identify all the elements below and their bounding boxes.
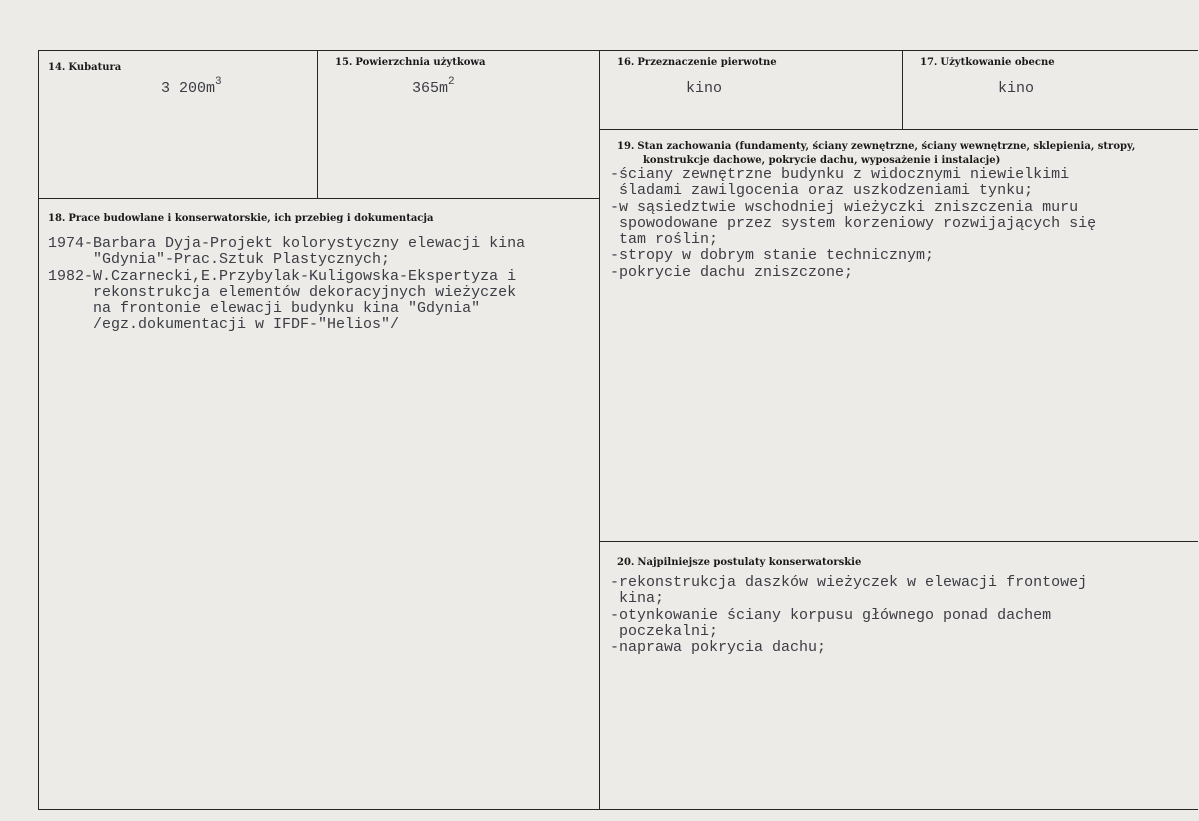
line: rekonstrukcja elementów dekoracyjnych wieżyczek (48, 283, 517, 301)
divider-row-19 (599, 129, 1198, 130)
field-19-label-continued: konstrukcje dachowe, pokrycie dachu, wyposażenie i instalacje) (643, 155, 1001, 166)
line: śladami zawilgocenia oraz uszkodzeniami tynku; (610, 182, 1034, 200)
line: -stropy w dobrym stanie technicznym; (610, 247, 935, 265)
line: poczekalni; (610, 622, 719, 640)
field-17-value: kino (998, 80, 1035, 97)
field-15-label: 15. Powierzchnia użytkowa (335, 57, 486, 68)
field-20-label: 20. Najpilniejsze postulaty konserwatorskie (617, 557, 862, 568)
line: /egz.dokumentacji w IFDF-"Helios"/ (48, 316, 400, 334)
field-18-content (48, 236, 525, 334)
field-18-label: 18. Prace budowlane i konserwatorskie, ich przebieg i dokumentacja (48, 213, 434, 224)
field-20-content (610, 575, 1087, 656)
line: kina; (610, 590, 665, 608)
field-14-value: 3 $200m^3$ (161, 76, 222, 97)
field-15-value: $365m^2$ (412, 76, 455, 97)
divider-left-right (599, 50, 600, 810)
line: -otynkowanie ściany korpusu głównego ponad dachem (610, 606, 1052, 624)
field-17-label: 17. Użytkowanie obecne (920, 57, 1055, 68)
line: tam roślin; (610, 231, 719, 249)
line: -ściany zewnętrzne budynku z widocznymi niewielkimi (610, 166, 1070, 183)
divider-row-20 (599, 541, 1198, 542)
form-frame (38, 50, 1198, 810)
line: spowodowane przez system korzeniowy rozwijających się (610, 214, 1097, 232)
line: -rekonstrukcja daszków wieżyczek w elewacji frontowej (610, 574, 1088, 591)
field-16-label: 16. Przeznaczenie pierwotne (617, 57, 777, 68)
line: 1974-Barbara Dyja-Projekt kolorystyczny elewacji kina (48, 235, 526, 252)
field-14-label: 14. Kubatura (48, 62, 122, 73)
field-19-label: 19. Stan zachowania (fundamenty, ściany zewnętrzne, ściany wewnętrzne, sklepienia, stropy, (617, 141, 1136, 152)
line: -w sąsiedztwie wschodniej wieżyczki zniszczenia muru (610, 198, 1079, 216)
divider-14-15 (317, 50, 318, 198)
line: 1982-W.Czarnecki,E.Przybylak-Kuligowska-Ekspertyza i (48, 267, 517, 285)
divider-16-17 (902, 50, 903, 129)
line: "Gdynia"-Prac.Sztuk Plastycznych; (48, 251, 391, 269)
field-19-content (610, 167, 1096, 281)
line: na frontonie elewacji budynku kina "Gdynia" (48, 300, 481, 318)
line: -naprawa pokrycia dachu; (610, 639, 827, 657)
line: -pokrycie dachu zniszczone; (610, 263, 854, 281)
divider-row-18 (38, 198, 600, 199)
field-16-value: kino (686, 80, 723, 97)
